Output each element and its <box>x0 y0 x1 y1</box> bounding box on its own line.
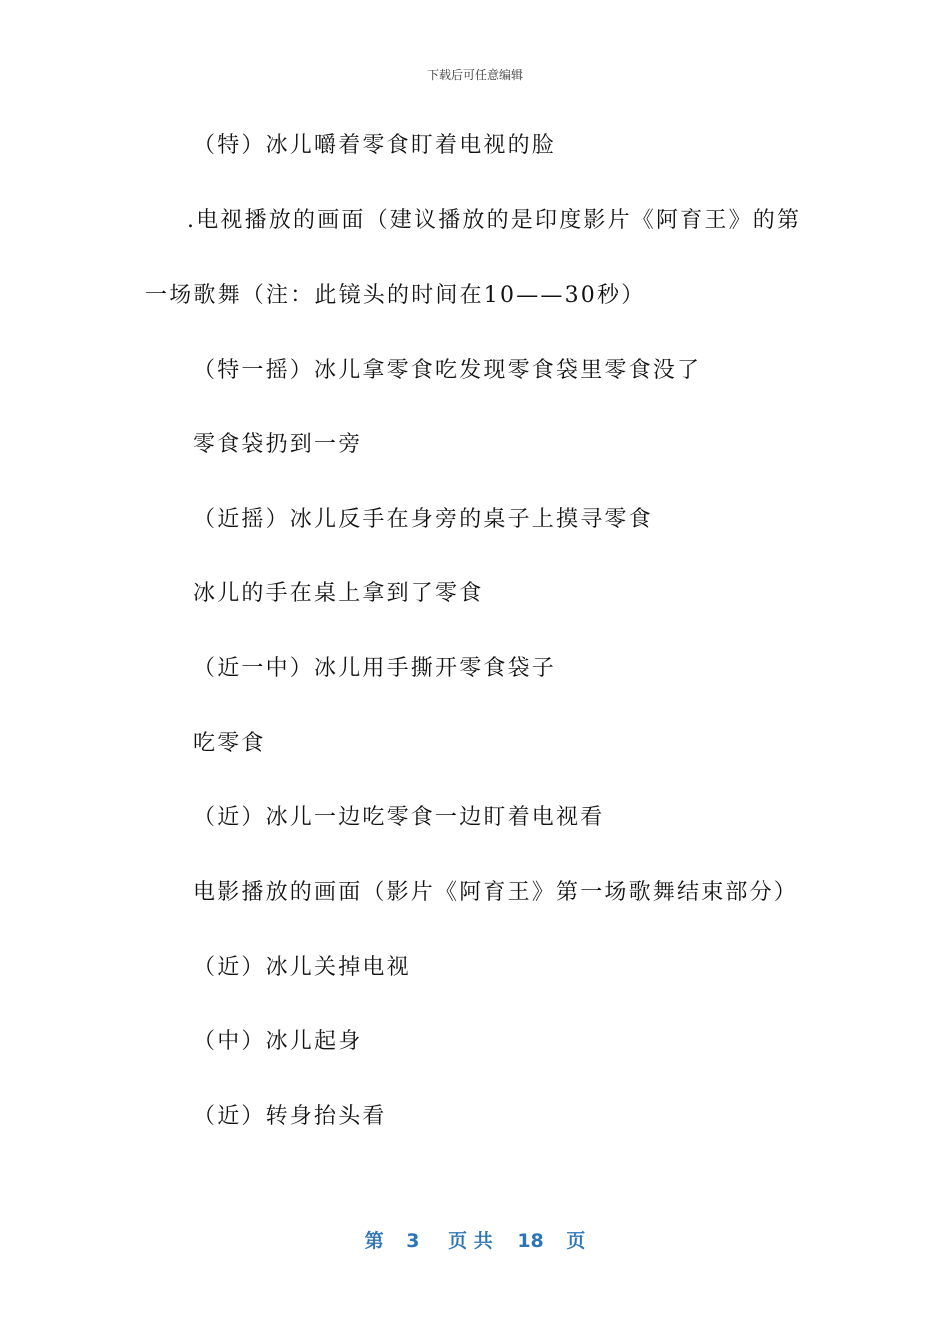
paragraph: （近摇）冰儿反手在身旁的桌子上摸寻零食 <box>193 507 653 532</box>
paragraph: 一场歌舞（注：此镜头的时间在10——30秒） <box>145 283 646 308</box>
paragraph: （近）转身抬头看 <box>193 1104 387 1129</box>
paragraph: 吃零食 <box>193 731 266 756</box>
paragraph: （近）冰儿关掉电视 <box>193 955 411 980</box>
paragraph: .电视播放的画面（建议播放的是印度影片《阿育王》的第 <box>187 208 802 233</box>
paragraph: 零食袋扔到一旁 <box>193 432 363 457</box>
page-header: 下载后可任意编辑 <box>426 68 523 82</box>
footer-prefix: 第 <box>364 1230 384 1252</box>
paragraph: （近）冰儿一边吃零食一边盯着电视看 <box>193 805 605 830</box>
page-footer <box>0 1226 950 1253</box>
paragraph: （中）冰儿起身 <box>193 1029 363 1054</box>
footer-page-number: 3 <box>406 1230 420 1252</box>
paragraph: 电影播放的画面（影片《阿育王》第一场歌舞结束部分） <box>193 880 799 905</box>
footer-middle: 页 共 <box>448 1230 493 1252</box>
paragraph: （特一摇）冰儿拿零食吃发现零食袋里零食没了 <box>193 358 702 383</box>
footer-total-pages: 18 <box>517 1230 544 1252</box>
footer-suffix: 页 <box>566 1230 586 1252</box>
paragraph: 冰儿的手在桌上拿到了零食 <box>193 581 484 606</box>
paragraph: （特）冰儿嚼着零食盯着电视的脸 <box>193 133 557 158</box>
paragraph: （近一中）冰儿用手撕开零食袋子 <box>193 656 557 681</box>
